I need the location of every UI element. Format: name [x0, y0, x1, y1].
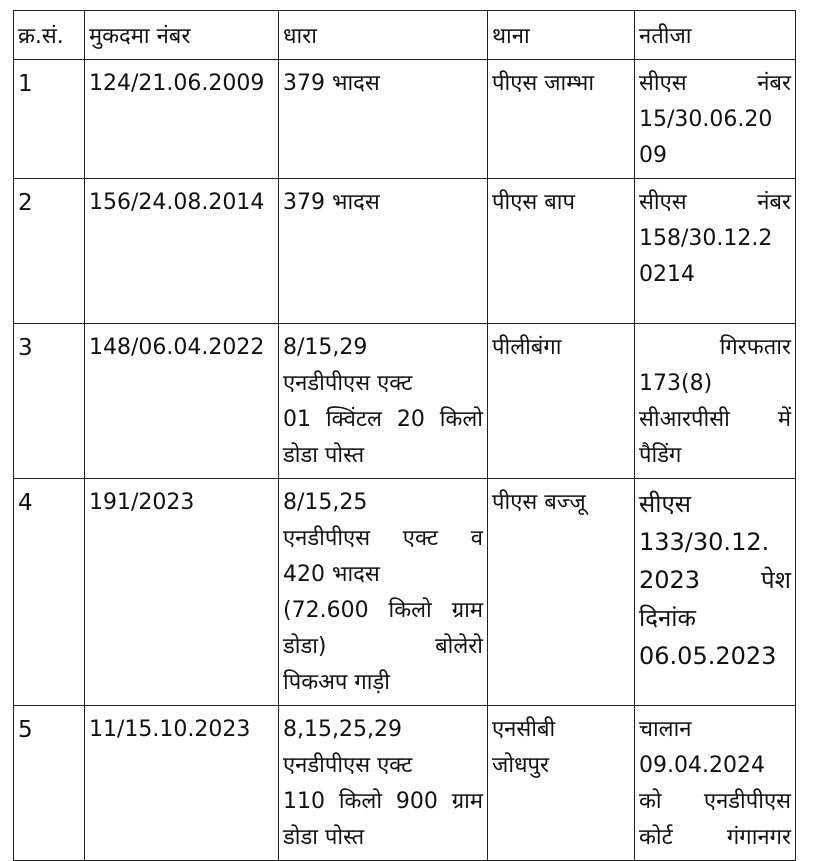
thana-line: पीएस बाप [492, 190, 575, 215]
header-thana: थाना [488, 11, 635, 60]
result-line: 15/30.06.20 [639, 107, 773, 132]
result-line: सीआरपीसी में [639, 407, 791, 432]
header-result: नतीजा [635, 11, 796, 60]
cell-thana [488, 479, 635, 706]
cell-sno: 2 [14, 179, 85, 324]
header-dhara: धारा [279, 11, 488, 60]
result-line: गिरफतार [719, 335, 791, 360]
dhara-line: डोडा पोस्त [283, 825, 365, 850]
cell-result [635, 706, 796, 861]
cell-thana [488, 60, 635, 179]
result-line: सीएस [639, 490, 691, 518]
thana-line: पीएस जाम्भा [492, 71, 595, 96]
table-row [14, 479, 796, 706]
dhara-line: एनडीपीएस एक्ट [283, 753, 413, 778]
header-case-no: मुकदमा नंबर [85, 11, 279, 60]
header-row [14, 11, 796, 60]
result-line: को एनडीपीएस [639, 789, 791, 814]
table-row [14, 179, 796, 324]
cell-thana [488, 179, 635, 324]
result-line: दिनांक [639, 604, 696, 632]
result-line: सीएस नंबर [639, 190, 791, 215]
dhara-line: 379 भादस [283, 190, 380, 215]
result-line: चालान [639, 717, 692, 742]
cell-sno: 5 [14, 706, 85, 861]
cell-sno: 3 [14, 324, 85, 479]
dhara-line: डोडा) बोलेरो [283, 634, 483, 659]
thana-line: पीलीबंगा [492, 335, 562, 360]
table-row [14, 60, 796, 179]
cell-dhara [279, 324, 488, 479]
dhara-line: पिकअप गाड़ी [283, 670, 390, 695]
dhara-line: 420 भादस [283, 562, 380, 587]
cell-dhara [279, 179, 488, 324]
result-line: 158/30.12.2 [639, 226, 773, 251]
dhara-line: एनडीपीएस एक्ट [283, 371, 413, 396]
cell-case-no: 124/21.06.2009 [85, 60, 279, 179]
cell-sno: 1 [14, 60, 85, 179]
result-line: कोर्ट गंगानगर [639, 825, 791, 850]
dhara-line: 8/15,29 [283, 335, 368, 360]
case-table [13, 10, 796, 861]
cell-dhara [279, 479, 488, 706]
result-line: सीएस नंबर [639, 71, 791, 96]
result-line: 06.05.2023 [639, 642, 777, 670]
result-line: 09.04.2024 [639, 753, 765, 778]
result-line: 2023 पेश [639, 566, 791, 594]
thana-line: जोधपुर [492, 753, 550, 778]
dhara-line: डोडा पोस्त [283, 443, 365, 468]
cell-sno: 4 [14, 479, 85, 706]
cell-case-no: 11/15.10.2023 [85, 706, 279, 861]
cell-case-no: 148/06.04.2022 [85, 324, 279, 479]
result-line: 133/30.12. [639, 528, 770, 556]
cell-result [635, 179, 796, 324]
result-line: 173(8) [639, 371, 713, 396]
cell-dhara [279, 60, 488, 179]
result-line: पैडिंग [639, 443, 682, 468]
cell-result [635, 60, 796, 179]
result-line: 09 [639, 143, 667, 168]
cell-dhara [279, 706, 488, 861]
dhara-line: (72.600 किलो ग्राम [283, 598, 483, 623]
dhara-line: 8/15,25 [283, 490, 368, 515]
dhara-line: 379 भादस [283, 71, 380, 96]
table-row [14, 324, 796, 479]
table-row [14, 706, 796, 861]
cell-case-no: 191/2023 [85, 479, 279, 706]
dhara-line: एनडीपीएस एक्ट व [283, 526, 483, 551]
cell-thana [488, 706, 635, 861]
header-sno: क्र.सं. [14, 11, 85, 60]
cell-result [635, 479, 796, 706]
result-line: 0214 [639, 262, 695, 287]
thana-line: पीएस बज्जू [492, 490, 586, 515]
cell-case-no: 156/24.08.2014 [85, 179, 279, 324]
thana-line: एनसीबी [492, 717, 556, 742]
cell-result [635, 324, 796, 479]
dhara-line: 8,15,25,29 [283, 717, 402, 742]
dhara-line: 110 किलो 900 ग्राम [283, 789, 483, 814]
dhara-line: 01 क्विंटल 20 किलो [283, 407, 483, 432]
cell-thana [488, 324, 635, 479]
